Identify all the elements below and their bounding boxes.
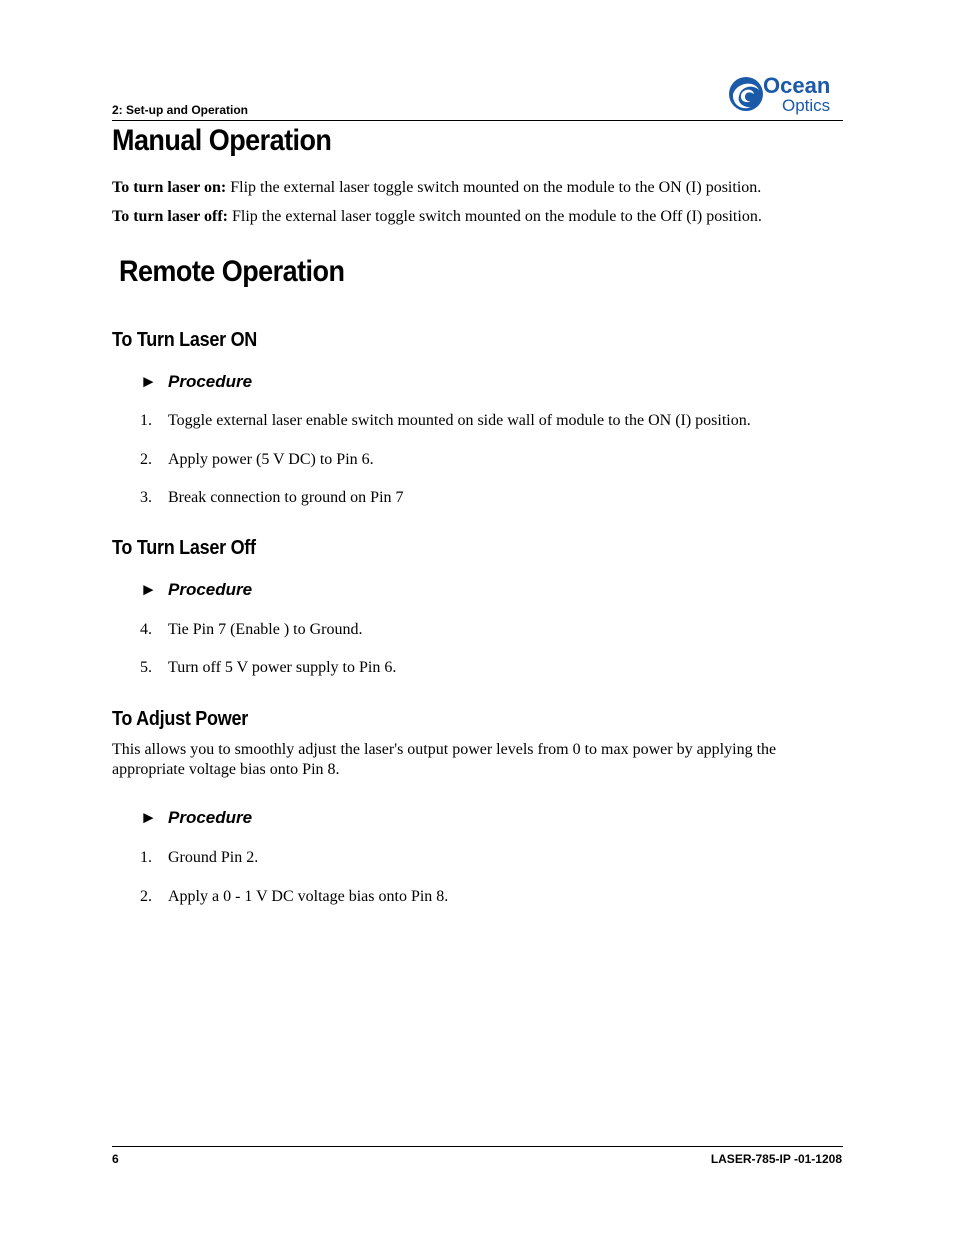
manual-operation-title: Manual Operation [112, 124, 332, 157]
step-text: Break connection to ground on Pin 7 [168, 489, 404, 506]
step-text: Apply a 0 - 1 V DC voltage bias onto Pin 8. [168, 888, 449, 905]
step-text: Turn off 5 V power supply to Pin 6. [168, 659, 397, 676]
procedure-label [140, 372, 252, 392]
procedure-text: Procedure [168, 372, 253, 391]
list-item [0, 450, 954, 470]
list-item [0, 887, 954, 907]
manual-off-label: To turn laser off: [112, 208, 228, 225]
logo-text-optics: Optics [782, 96, 831, 115]
arrow-right-icon: ► [140, 808, 157, 827]
step-number: 3. [140, 489, 152, 506]
ocean-optics-logo [727, 72, 843, 118]
list-item [0, 620, 954, 640]
step-number: 1. [140, 412, 152, 429]
list-item [0, 488, 954, 508]
description-line: appropriate voltage bias onto Pin 8. [112, 761, 340, 778]
page-number: 6 [112, 1152, 119, 1166]
step-number: 4. [140, 621, 152, 638]
arrow-right-icon: ► [140, 372, 157, 391]
manual-off-text: Flip the external laser toggle switch mounted on the module to the Off (I) position. [228, 208, 762, 225]
procedure-label [140, 580, 252, 600]
manual-off-paragraph [112, 207, 762, 227]
adjust-power-heading: To Adjust Power [112, 708, 248, 730]
turn-laser-on-heading: To Turn Laser ON [112, 329, 258, 351]
logo-text-ocean: Ocean [763, 73, 831, 98]
adjust-power-description [112, 740, 852, 780]
document-id: LASER-785-IP -01-1208 [710, 1152, 842, 1166]
logo-mark [727, 72, 843, 118]
arrow-right-icon: ► [140, 580, 157, 599]
turn-laser-off-heading: To Turn Laser Off [112, 537, 256, 559]
step-number: 5. [140, 659, 152, 676]
procedure-text: Procedure [168, 580, 253, 599]
manual-on-label: To turn laser on: [112, 179, 227, 196]
footer-rule [112, 1146, 843, 1147]
manual-on-text: Flip the external laser toggle switch mounted on the module to the ON (I) position. [226, 179, 762, 196]
procedure-label [140, 808, 252, 828]
step-text: Tie Pin 7 (Enable ) to Ground. [168, 621, 363, 638]
procedure-text: Procedure [168, 808, 253, 827]
list-item [0, 411, 954, 431]
list-item [0, 658, 954, 678]
list-item [0, 848, 954, 868]
step-text: Toggle external laser enable switch mounted on side wall of module to the ON (I) position. [168, 412, 751, 429]
description-line: This allows you to smoothly adjust the laser's output power levels from 0 to max power by applying the [112, 741, 777, 758]
running-header: 2: Set-up and Operation [112, 103, 249, 117]
header-rule [112, 120, 843, 121]
remote-operation-title: Remote Operation [119, 255, 345, 288]
step-number: 2. [140, 451, 152, 468]
manual-on-paragraph [112, 178, 761, 198]
step-number: 1. [140, 849, 152, 866]
step-text: Apply power (5 V DC) to Pin 6. [168, 451, 374, 468]
step-text: Ground Pin 2. [168, 849, 259, 866]
step-number: 2. [140, 888, 152, 905]
